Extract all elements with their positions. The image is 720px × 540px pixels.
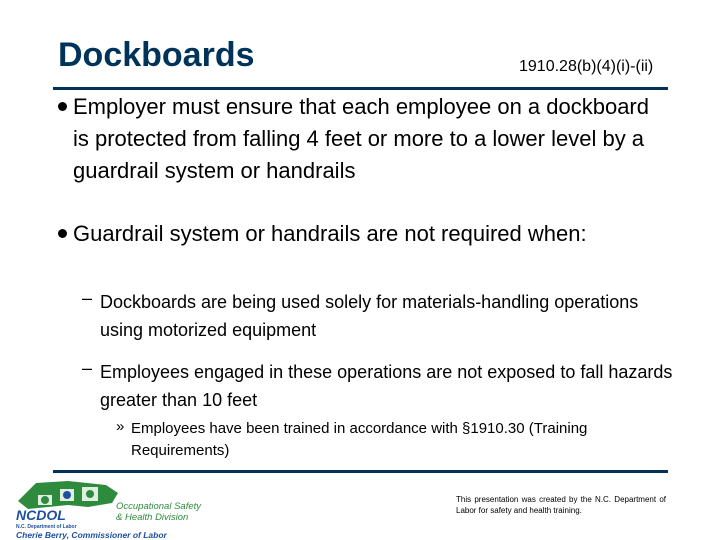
logo-division-line1: Occupational Safety bbox=[116, 501, 202, 512]
sub-sub-bullet-item: Employees have been trained in accordance with §1910.30 (Training Requirements) bbox=[131, 420, 588, 459]
sub-bullet-item: Dockboards are being used solely for materials-handling operations using motorized equipment bbox=[100, 292, 639, 340]
dash-marker: – bbox=[82, 288, 93, 308]
sub-bullet-item: Employees engaged in these operations are not exposed to fall hazards greater than 10 feet bbox=[100, 362, 673, 410]
logo-division-line2: & Health Division bbox=[116, 512, 189, 523]
bullet-dot-icon bbox=[58, 102, 67, 111]
logo-commissioner: Cherie Berry, Commissioner of Labor bbox=[16, 530, 167, 540]
logo-agency: NCDOL bbox=[16, 507, 66, 523]
ncdol-logo bbox=[8, 473, 208, 540]
logo-agency-sub: N.C. Department of Labor bbox=[16, 524, 77, 530]
standard-citation: 1910.28(b)(4)(i)-(ii) bbox=[519, 58, 654, 75]
dash-marker: – bbox=[82, 358, 93, 378]
bullet-item: Employer must ensure that each employee on a dockboard is protected from falling 4 feet or more to a lower level by a guardrail system or handrails bbox=[73, 94, 649, 183]
chevron-marker: » bbox=[116, 418, 125, 435]
title-divider bbox=[53, 87, 668, 90]
bullet-dot-icon bbox=[58, 229, 67, 238]
footer-credit: This presentation was created by the N.C. Department of Labor for safety and health training. bbox=[456, 495, 666, 515]
slide-title: Dockboards bbox=[58, 36, 255, 74]
bullet-item: Guardrail system or handrails are not required when: bbox=[73, 221, 587, 246]
